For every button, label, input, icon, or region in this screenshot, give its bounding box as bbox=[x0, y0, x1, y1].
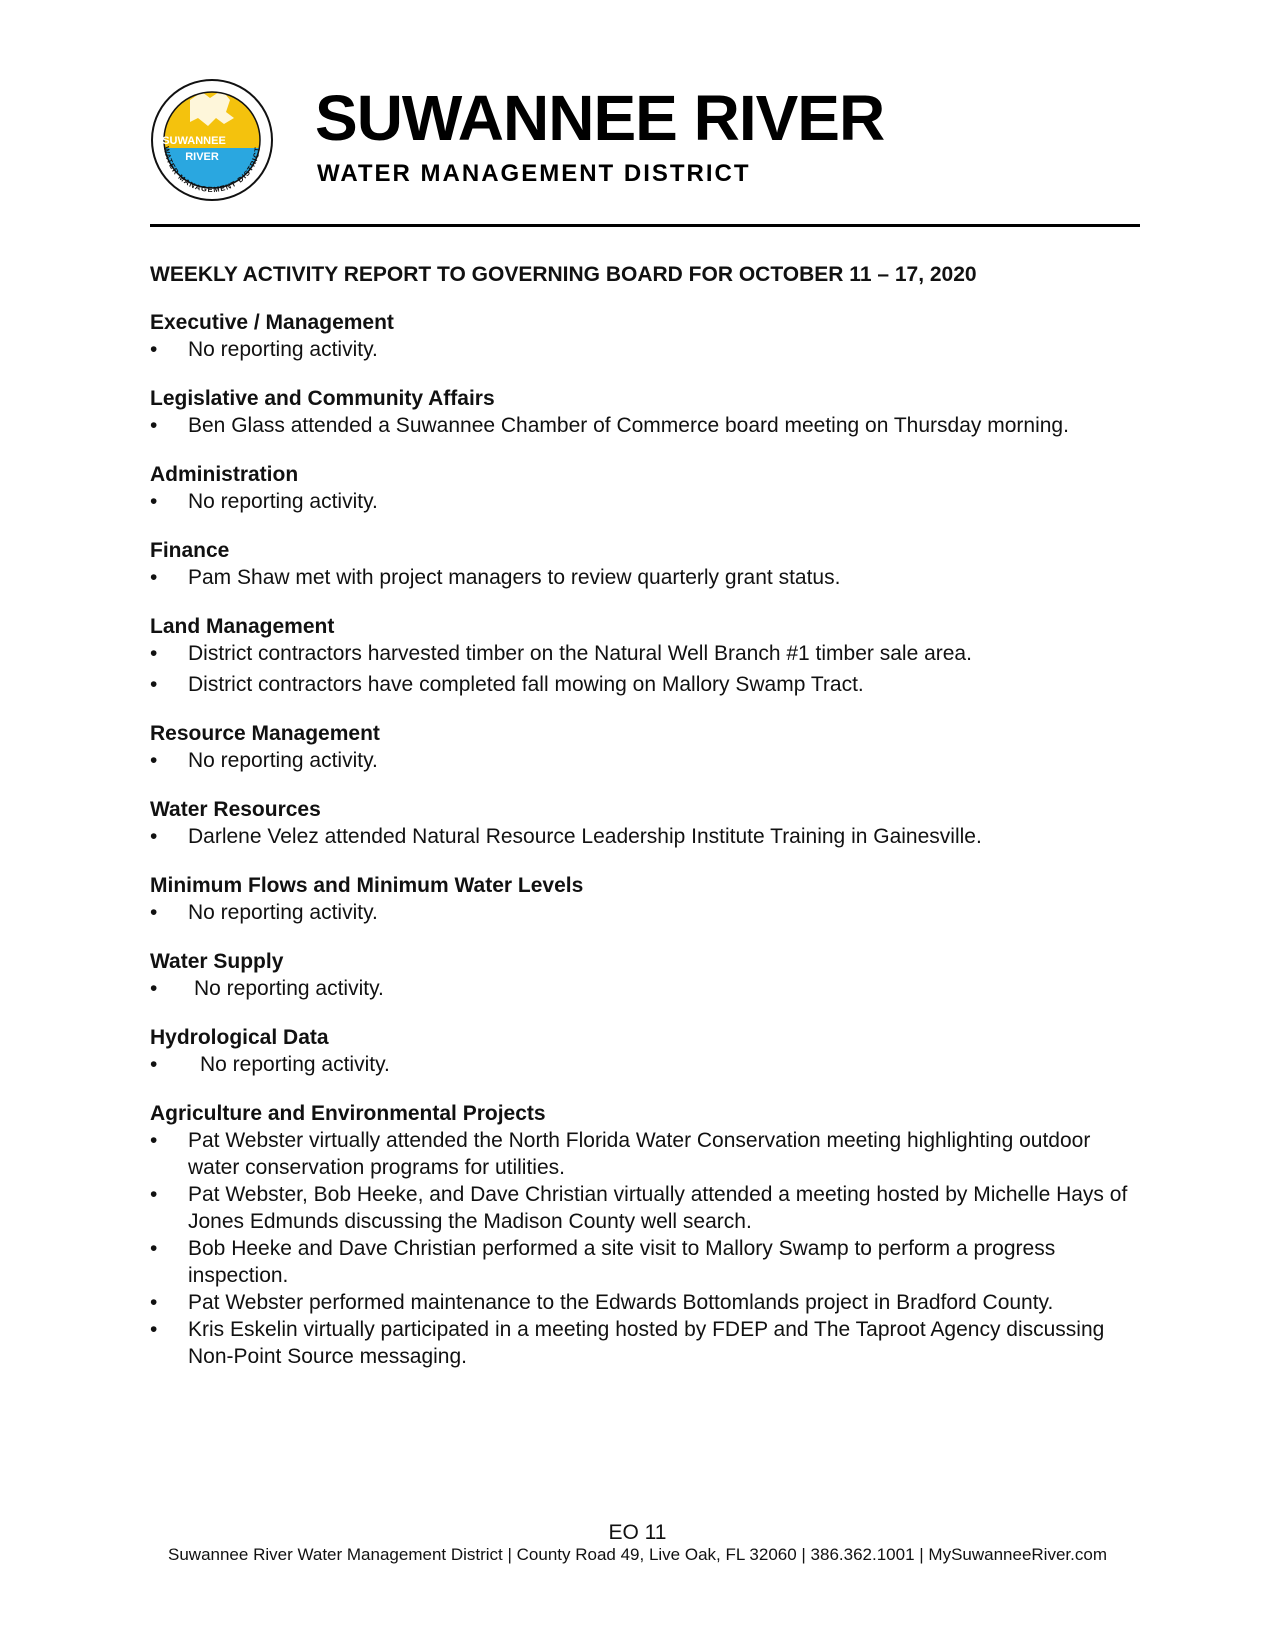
list-item: • No reporting activity. bbox=[150, 336, 1130, 363]
list-item: • No reporting activity. bbox=[150, 1051, 1130, 1078]
list-item: • Darlene Velez attended Natural Resource Leadership Institute Training in Gainesville. bbox=[150, 823, 1130, 850]
section-heading: Land Management bbox=[150, 615, 335, 639]
section-finance bbox=[150, 537, 1130, 591]
list-item: • Kris Eskelin virtually participated in a meeting hosted by FDEP and The Taproot Agency discussing Non-Point Source messaging. bbox=[150, 1316, 1130, 1370]
list-item: • Pam Shaw met with project managers to review quarterly grant status. bbox=[150, 564, 1130, 591]
list-item: • No reporting activity. bbox=[150, 747, 1130, 774]
section-agriculture-environmental-projects bbox=[150, 1100, 1130, 1370]
page-footer bbox=[0, 1522, 1275, 1566]
section-resource-management bbox=[150, 720, 1130, 774]
list-item: • Pat Webster virtually attended the North Florida Water Conservation meeting highlighting outdoor water conservation programs for utilities. bbox=[150, 1127, 1130, 1181]
section-water-resources bbox=[150, 796, 1130, 850]
section-hydrological-data bbox=[150, 1024, 1130, 1078]
logo-text-top: SUWANNEE bbox=[162, 135, 226, 147]
list-item: • District contractors harvested timber on the Natural Well Branch #1 timber sale area. bbox=[150, 640, 1130, 667]
logo-text-bottom: RIVER bbox=[185, 151, 219, 163]
section-executive-management bbox=[150, 309, 1130, 363]
footer-address: Suwannee River Water Management District | County Road 49, Live Oak, FL 32060 | 386.362.1001 | MySuwanneeRiver.com bbox=[168, 1545, 1107, 1564]
section-heading: Agriculture and Environmental Projects bbox=[150, 1102, 546, 1126]
district-logo bbox=[150, 78, 274, 202]
section-land-management bbox=[150, 613, 1130, 698]
list-item: • No reporting activity. bbox=[150, 899, 1130, 926]
letterhead bbox=[150, 78, 1140, 206]
logo-ring-text: WATER MANAGEMENT DISTRICT bbox=[161, 145, 262, 195]
list-item: • Ben Glass attended a Suwannee Chamber of Commerce board meeting on Thursday morning. bbox=[150, 412, 1130, 439]
list-item: • No reporting activity. bbox=[150, 975, 1130, 1002]
report-title: WEEKLY ACTIVITY REPORT TO GOVERNING BOARD FOR OCTOBER 11 – 17, 2020 bbox=[150, 263, 977, 286]
section-water-supply bbox=[150, 948, 1130, 1002]
page-identifier: EO 11 bbox=[608, 1521, 667, 1544]
list-item: • Bob Heeke and Dave Christian performed a site visit to Mallory Swamp to perform a progress inspection. bbox=[150, 1235, 1130, 1289]
list-item: • Pat Webster performed maintenance to the Edwards Bottomlands project in Bradford County. bbox=[150, 1289, 1130, 1316]
section-heading: Water Supply bbox=[150, 950, 284, 974]
section-legislative-community-affairs bbox=[150, 385, 1130, 439]
header-divider bbox=[150, 224, 1140, 227]
section-heading: Resource Management bbox=[150, 722, 380, 746]
section-heading: Administration bbox=[150, 463, 299, 487]
section-heading: Legislative and Community Affairs bbox=[150, 387, 495, 411]
report-body bbox=[150, 262, 1130, 1392]
org-subtitle: WATER MANAGEMENT DISTRICT bbox=[317, 160, 751, 187]
section-heading: Finance bbox=[150, 539, 230, 563]
section-minimum-flows-levels bbox=[150, 872, 1130, 926]
list-item: • District contractors have completed fall mowing on Mallory Swamp Tract. bbox=[150, 671, 1130, 698]
list-item: • Pat Webster, Bob Heeke, and Dave Christian virtually attended a meeting hosted by Michelle Hays of Jones Edmunds discussing the Madison County well search. bbox=[150, 1181, 1130, 1235]
section-heading: Water Resources bbox=[150, 798, 321, 822]
section-administration bbox=[150, 461, 1130, 515]
org-title: SUWANNEE RIVER bbox=[315, 82, 885, 154]
section-heading: Minimum Flows and Minimum Water Levels bbox=[150, 874, 584, 898]
list-item: • No reporting activity. bbox=[150, 488, 1130, 515]
section-heading: Hydrological Data bbox=[150, 1026, 329, 1050]
section-heading: Executive / Management bbox=[150, 311, 394, 335]
